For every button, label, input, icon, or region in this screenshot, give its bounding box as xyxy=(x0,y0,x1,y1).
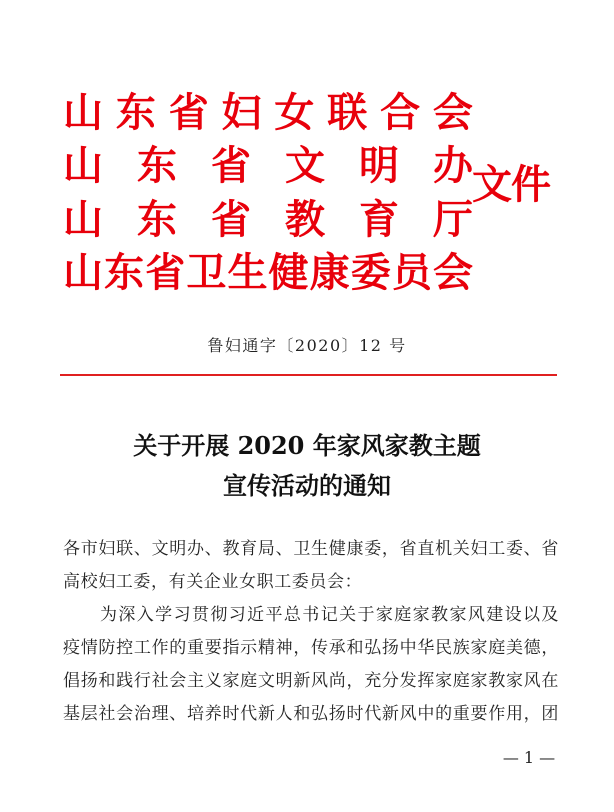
org-char: 东 xyxy=(137,195,177,243)
document-suffix: 文件 xyxy=(472,162,550,208)
org-char: 教 xyxy=(285,195,325,243)
title-line-1: 关于开展 2020 年家风家教主题 xyxy=(133,431,481,460)
org-char: 康 xyxy=(309,249,350,297)
org-char: 育 xyxy=(359,195,399,243)
org-char: 合 xyxy=(380,88,421,136)
org-char: 山 xyxy=(63,142,103,190)
org-char: 厅 xyxy=(433,195,473,243)
org-char: 省 xyxy=(211,195,251,243)
org-char: 会 xyxy=(432,88,473,136)
org-char: 联 xyxy=(327,88,368,136)
org-char: 东 xyxy=(104,249,145,297)
org-char: 省 xyxy=(211,142,251,190)
org-char: 东 xyxy=(137,142,177,190)
paragraph-line: 疫情防控工作的重要指示精神，传承和弘扬中华民族家庭美德， xyxy=(63,638,559,658)
org-char: 生 xyxy=(227,249,268,297)
document-title xyxy=(0,426,614,506)
org-char: 妇 xyxy=(221,88,262,136)
addressee-line: 高校妇工委，有关企业女职工委员会： xyxy=(63,572,363,592)
paragraph-line: 基层社会治理、培养时代新人和弘扬时代新风中的重要作用，团 xyxy=(63,704,559,724)
org-char: 健 xyxy=(268,249,309,297)
paragraph-line: 为深入学习贯彻习近平总书记关于家庭家教家风建设以及 xyxy=(100,605,559,625)
org-char: 办 xyxy=(433,142,473,190)
org-char: 员 xyxy=(391,249,432,297)
document-body xyxy=(63,533,559,731)
title-line-2: 宣传活动的通知 xyxy=(223,471,391,500)
org-char: 山 xyxy=(63,88,103,136)
org-char: 会 xyxy=(432,249,473,297)
org-char: 东 xyxy=(115,88,156,136)
org-line-education-department xyxy=(63,193,473,247)
paragraph-line: 倡扬和践行社会主义家庭文明新风尚，充分发挥家庭家教家风在 xyxy=(63,671,559,691)
org-char: 省 xyxy=(145,249,186,297)
org-line-health-commission xyxy=(63,247,473,301)
org-line-civilization-office xyxy=(63,140,473,194)
issuing-orgs-header xyxy=(63,86,473,300)
page-number: — 1 — xyxy=(502,748,556,767)
addressee-line: 各市妇联、文明办、教育局、卫生健康委，省直机关妇工委、省 xyxy=(63,539,559,559)
org-line-womens-federation xyxy=(63,86,473,140)
org-char: 山 xyxy=(63,249,103,297)
org-char: 女 xyxy=(274,88,315,136)
org-char: 山 xyxy=(63,195,103,243)
org-char: 明 xyxy=(359,142,399,190)
red-separator-line xyxy=(60,374,557,376)
org-char: 卫 xyxy=(186,249,227,297)
org-char: 文 xyxy=(285,142,325,190)
org-char: 委 xyxy=(350,249,391,297)
org-char: 省 xyxy=(168,88,209,136)
document-number: 鲁妇通字〔2020〕12 号 xyxy=(207,336,407,355)
